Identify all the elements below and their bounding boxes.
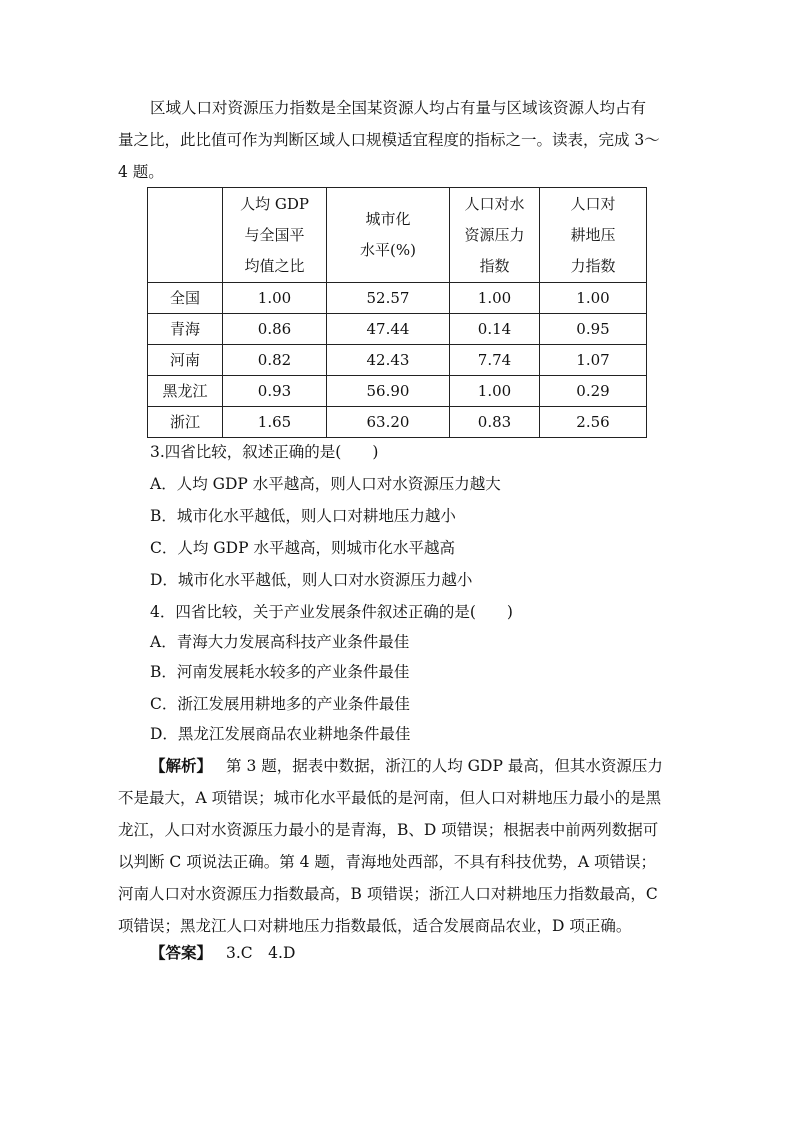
table-cell: 1.00 — [450, 376, 540, 407]
pressure-index-table — [147, 187, 647, 438]
header-cell-urbanization — [327, 188, 450, 283]
analysis-tag: 【解析】 — [150, 756, 213, 775]
header-line: 人口对 — [570, 194, 616, 213]
analysis-paragraph — [118, 750, 683, 942]
region-cell: 全国 — [148, 283, 223, 314]
header-line: 指数 — [479, 256, 510, 275]
answer-line — [150, 937, 295, 969]
answer-tag: 【答案】 — [150, 943, 213, 962]
question-3-option-a: A．人均 GDP 水平越高，则人口对水资源压力越大 — [150, 475, 501, 493]
table-cell: 7.74 — [450, 345, 540, 376]
header-line: 人均 GDP — [240, 194, 309, 213]
question-3-option-c: C．人均 GDP 水平越高，则城市化水平越高 — [150, 539, 455, 557]
header-line: 与全国平 — [244, 225, 305, 244]
table-row — [148, 407, 647, 438]
table-header-row — [148, 188, 647, 283]
header-line: 力指数 — [570, 256, 616, 275]
intro-line: 量之比，此比值可作为判断区域人口规模适宜程度的指标之一。读表，完成 3～ — [118, 131, 660, 149]
intro-line: 区域人口对资源压力指数是全国某资源人均占有量与区域该资源人均占有 — [150, 99, 647, 117]
header-cell-water-pressure — [450, 188, 540, 283]
analysis-line: 项错误；黑龙江人口对耕地压力指数最低，适合发展商品农业，D 项正确。 — [118, 917, 632, 935]
table-cell: 0.95 — [540, 314, 647, 345]
table-cell: 0.86 — [223, 314, 327, 345]
header-line: 水平(%) — [360, 241, 416, 259]
header-cell-blank — [148, 188, 223, 283]
table-row — [148, 376, 647, 407]
region-cell: 浙江 — [148, 407, 223, 438]
header-line: 城市化 — [365, 210, 411, 228]
header-cell-gdp-ratio — [223, 188, 327, 283]
question-3-option-d: D．城市化水平越低，则人口对水资源压力越小 — [150, 571, 473, 589]
table-cell: 63.20 — [327, 407, 450, 438]
analysis-line: 不是最大，A 项错误；城市化水平最低的是河南，但人口对耕地压力最小的是黑 — [118, 789, 662, 807]
region-cell: 河南 — [148, 345, 223, 376]
analysis-line — [118, 750, 683, 782]
table-row — [148, 314, 647, 345]
analysis-line: 以判断 C 项说法正确。第 4 题，青海地处西部，不具有科技优势，A 项错误； — [118, 853, 657, 871]
table-cell: 56.90 — [327, 376, 450, 407]
analysis-line: 河南人口对水资源压力指数最高，B 项错误；浙江人口对耕地压力指数最高，C — [118, 885, 658, 903]
question-4-option-d: D．黑龙江发展商品农业耕地条件最佳 — [150, 725, 411, 743]
question-4-stem: 4．四省比较，关于产业发展条件叙述正确的是( ) — [150, 603, 513, 621]
table-cell: 1.00 — [223, 283, 327, 314]
table-cell: 0.93 — [223, 376, 327, 407]
question-4-option-c: C．浙江发展用耕地多的产业条件最佳 — [150, 695, 410, 713]
region-cell: 青海 — [148, 314, 223, 345]
table-cell: 1.65 — [223, 407, 327, 438]
table-cell: 42.43 — [327, 345, 450, 376]
analysis-text: 第 3 题，据表中数据，浙江的人均 GDP 最高，但其水资源压力 — [226, 757, 663, 775]
table-row — [148, 283, 647, 314]
region-cell: 黑龙江 — [148, 376, 223, 407]
table-cell: 0.14 — [450, 314, 540, 345]
table-row — [148, 345, 647, 376]
intro-paragraph — [118, 92, 678, 188]
table-cell: 0.83 — [450, 407, 540, 438]
table-cell: 0.82 — [223, 345, 327, 376]
table-cell: 1.07 — [540, 345, 647, 376]
table-cell: 1.00 — [540, 283, 647, 314]
answer-text: 3.C 4.D — [226, 944, 296, 962]
table-cell: 1.00 — [450, 283, 540, 314]
header-line: 耕地压 — [570, 225, 616, 244]
table-cell: 47.44 — [327, 314, 450, 345]
table-cell: 2.56 — [540, 407, 647, 438]
table-cell: 52.57 — [327, 283, 450, 314]
header-line: 均值之比 — [244, 256, 305, 275]
header-cell-farmland-pressure — [540, 188, 647, 283]
question-4-option-a: A．青海大力发展高科技产业条件最佳 — [150, 633, 410, 651]
header-line: 资源压力 — [464, 225, 525, 244]
question-4-option-b: B．河南发展耗水较多的产业条件最佳 — [150, 663, 410, 681]
intro-line: 4 题。 — [118, 163, 164, 181]
table-cell: 0.29 — [540, 376, 647, 407]
question-3-option-b: B．城市化水平越低，则人口对耕地压力越小 — [150, 507, 456, 525]
analysis-line: 龙江，人口对水资源压力最小的是青海，B、D 项错误；根据表中前两列数据可 — [118, 821, 659, 839]
header-line: 人口对水 — [464, 194, 525, 213]
question-3-stem: 3.四省比较，叙述正确的是( ) — [150, 443, 379, 461]
